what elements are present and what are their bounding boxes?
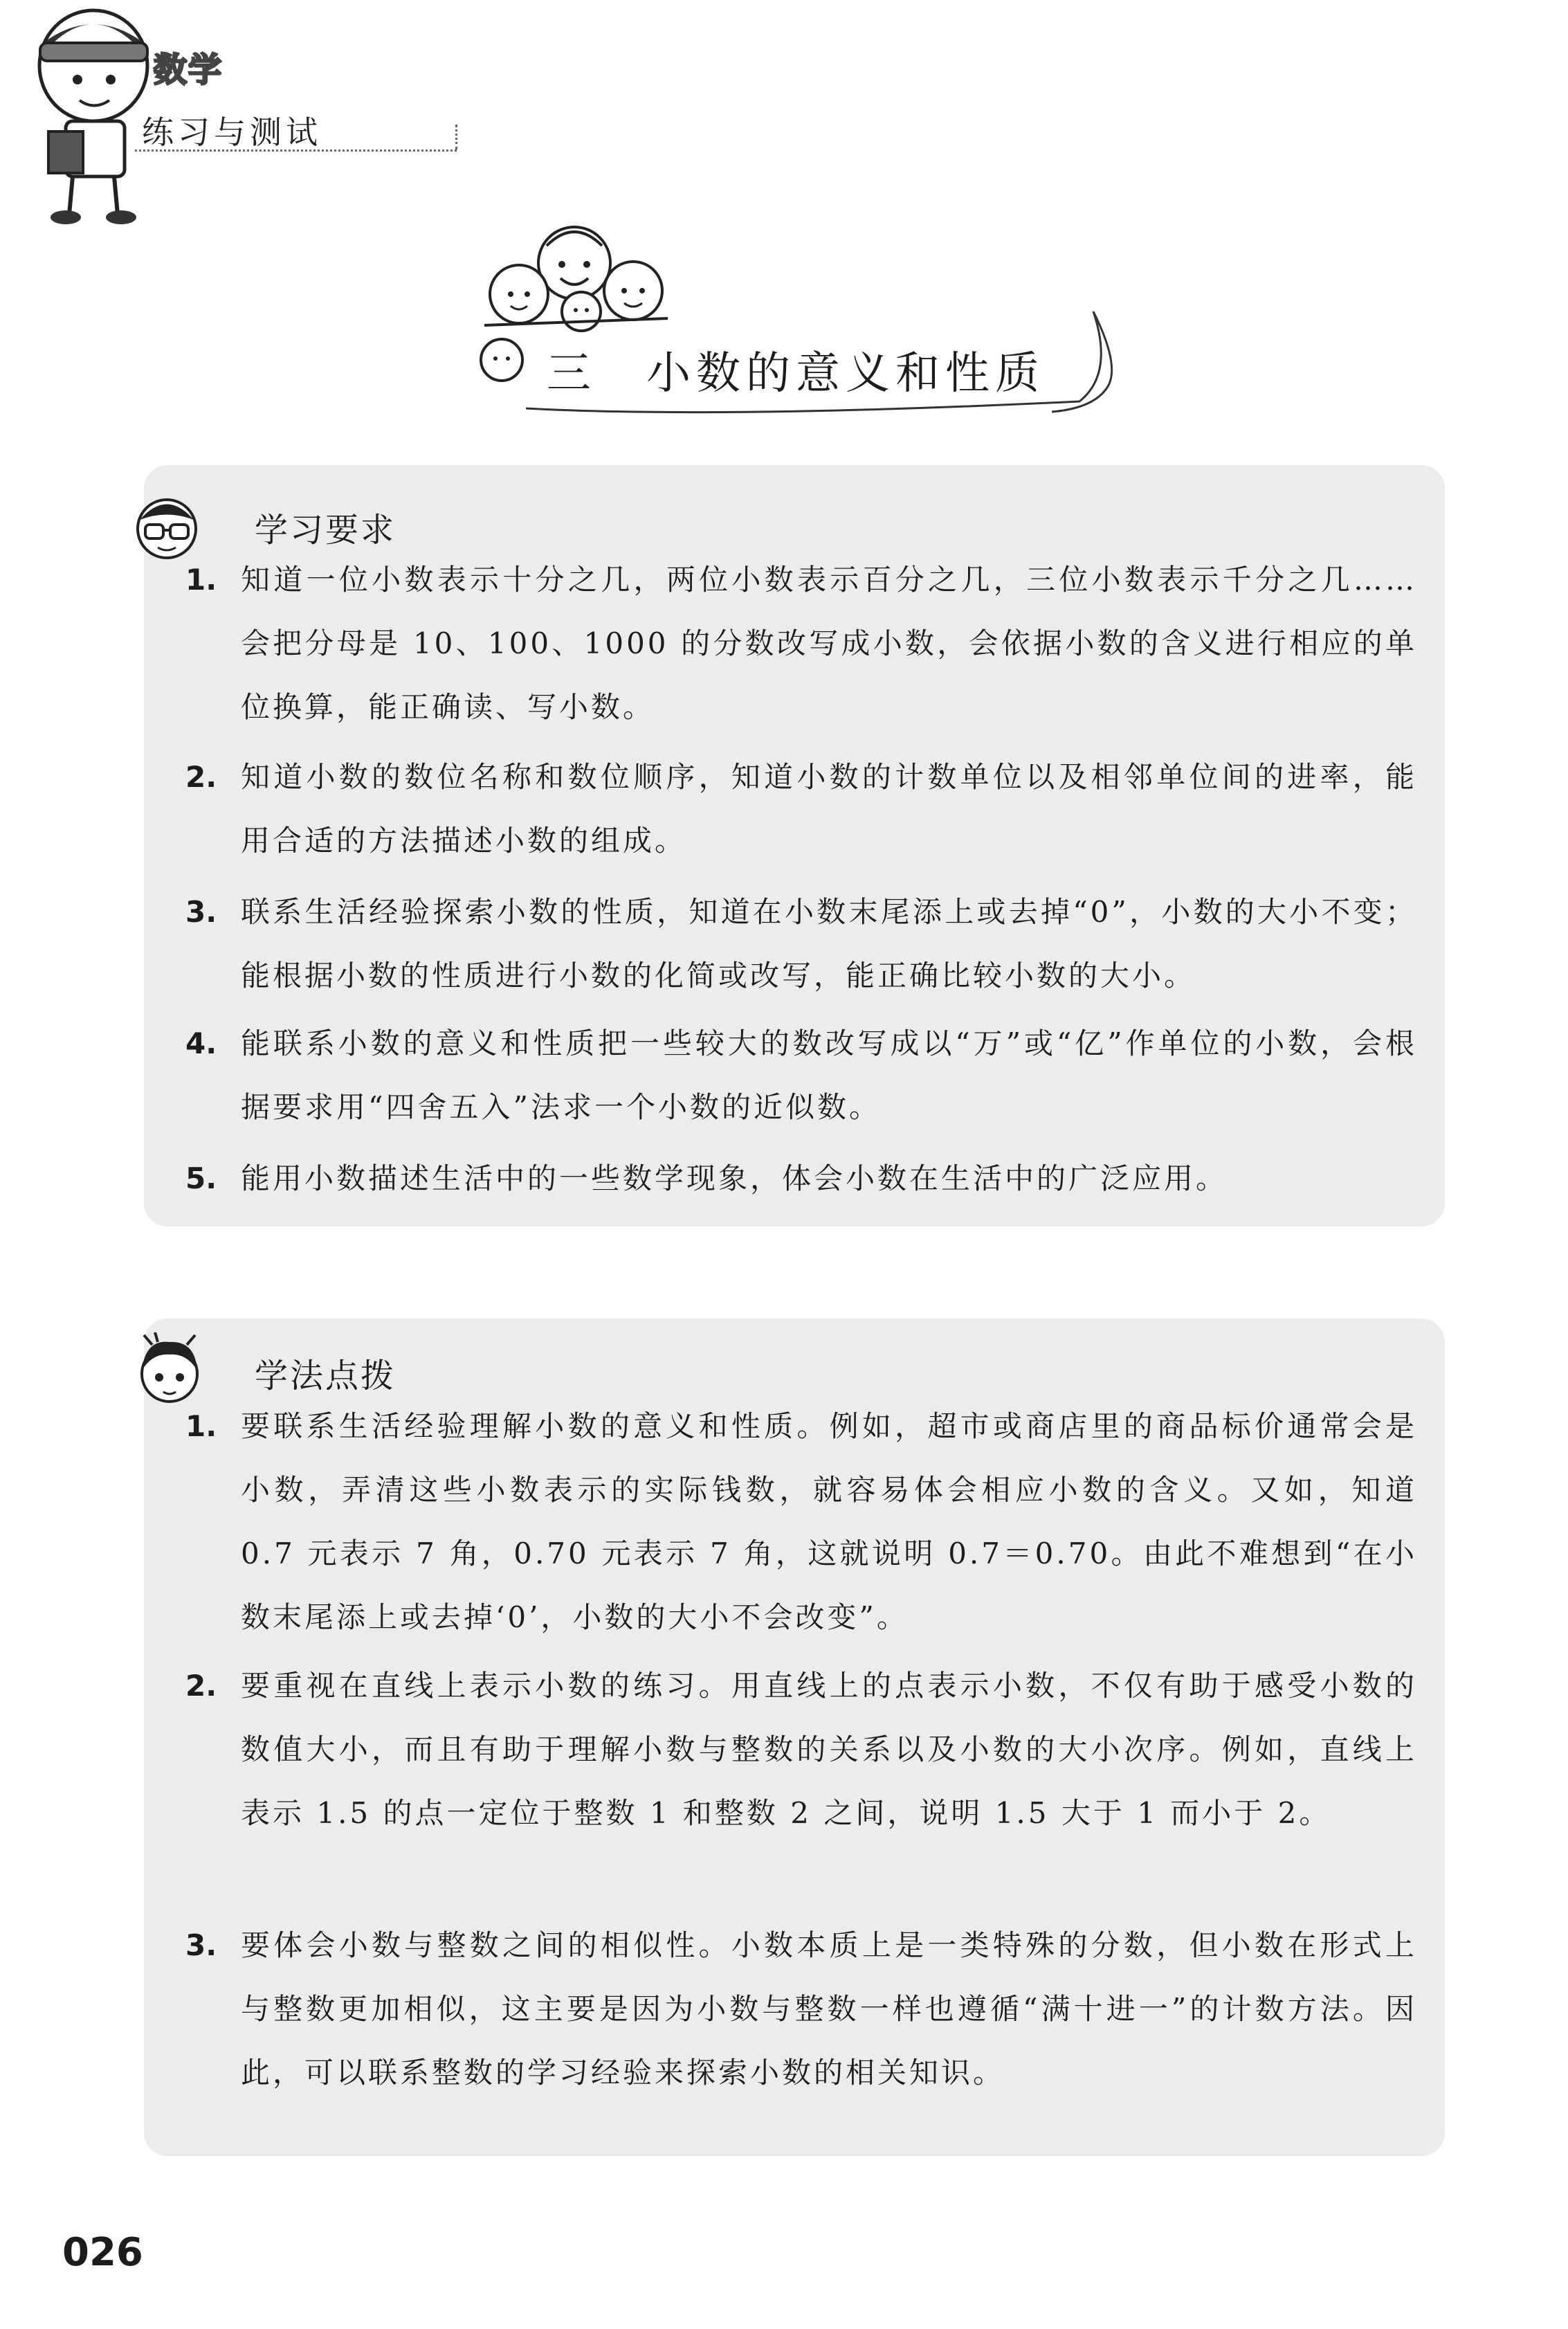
learning-requirements-panel <box>144 465 1445 1226</box>
list-item <box>185 745 1417 873</box>
item-number: 1. <box>185 563 217 597</box>
item-number: 2. <box>185 760 217 794</box>
list-item <box>185 1147 1417 1211</box>
section-heading: 学习要求 <box>255 511 396 550</box>
item-text: 要重视在直线上表示小数的练习。用直线上的点表示小数，不仅有助于感受小数的数值大小，而且有助于理解小数与整数的关系以及小数的大小次序。例如，直线上表示 1.5 的点一定位于整数 1 和整数 2 之间，说明 1.5 大于 1 而小于 2。 <box>241 1669 1417 1830</box>
header-subject: 数学 <box>154 51 224 89</box>
item-text: 能联系小数的意义和性质把一些较大的数改写成以“万”或“亿”作单位的小数，会根据要求用“四舍五入”法求一个小数的近似数。 <box>241 1026 1417 1124</box>
item-text: 要体会小数与整数之间的相似性。小数本质上是一类特殊的分数，但小数在形式上与整数更加相似，这主要是因为小数与整数一样也遵循“满十进一”的计数方法。因此，可以联系整数的学习经验来探索小数的相关知识。 <box>241 1928 1417 2090</box>
item-text: 要联系生活经验理解小数的意义和性质。例如，超市或商店里的商品标价通常会是小数，弄清这些小数表示的实际钱数，就容易体会相应小数的含义。又如，知道 0.7 元表示 7 角，0.70 元表示 7 角，这就说明 0.7＝0.70。由此不难想到“在小数末尾添上或去掉‘0’，小数的大小不会改变”。 <box>241 1409 1417 1634</box>
chapter-title: 三 小数的意义和性质 <box>547 348 1045 399</box>
list-item <box>185 1914 1417 2105</box>
list-item <box>185 1654 1417 1845</box>
study-tips-panel <box>144 1318 1445 2156</box>
item-number: 2. <box>185 1669 217 1703</box>
list-item <box>185 1395 1417 1649</box>
page-number: 026 <box>62 2230 143 2275</box>
list-item <box>185 880 1417 1008</box>
item-text: 能用小数描述生活中的一些数学现象，体会小数在生活中的广泛应用。 <box>241 1161 1228 1195</box>
item-text: 知道小数的数位名称和数位顺序，知道小数的计数单位以及相邻单位间的进率，能用合适的方法描述小数的组成。 <box>241 760 1417 858</box>
list-item <box>185 548 1417 739</box>
item-number: 5. <box>185 1161 217 1195</box>
item-text: 联系生活经验探索小数的性质，知道在小数末尾添上或去掉“0”，小数的大小不变；能根据小数的性质进行小数的化简或改写，能正确比较小数的大小。 <box>241 895 1417 993</box>
header-divider <box>135 149 457 152</box>
item-text: 知道一位小数表示十分之几，两位小数表示百分之几，三位小数表示千分之几……会把分母是 10、100、1000 的分数改写成小数，会依据小数的含义进行相应的单位换算，能正确读、写小数。 <box>241 563 1417 724</box>
item-number: 4. <box>185 1026 217 1060</box>
header-divider-end <box>455 125 457 149</box>
item-number: 1. <box>185 1409 217 1443</box>
item-number: 3. <box>185 1928 217 1962</box>
list-item <box>185 1012 1417 1139</box>
section-heading: 学法点拨 <box>255 1357 396 1395</box>
header-series: 练习与测试 <box>142 114 322 151</box>
item-number: 3. <box>185 895 217 929</box>
mascot-boy-icon <box>28 0 159 228</box>
